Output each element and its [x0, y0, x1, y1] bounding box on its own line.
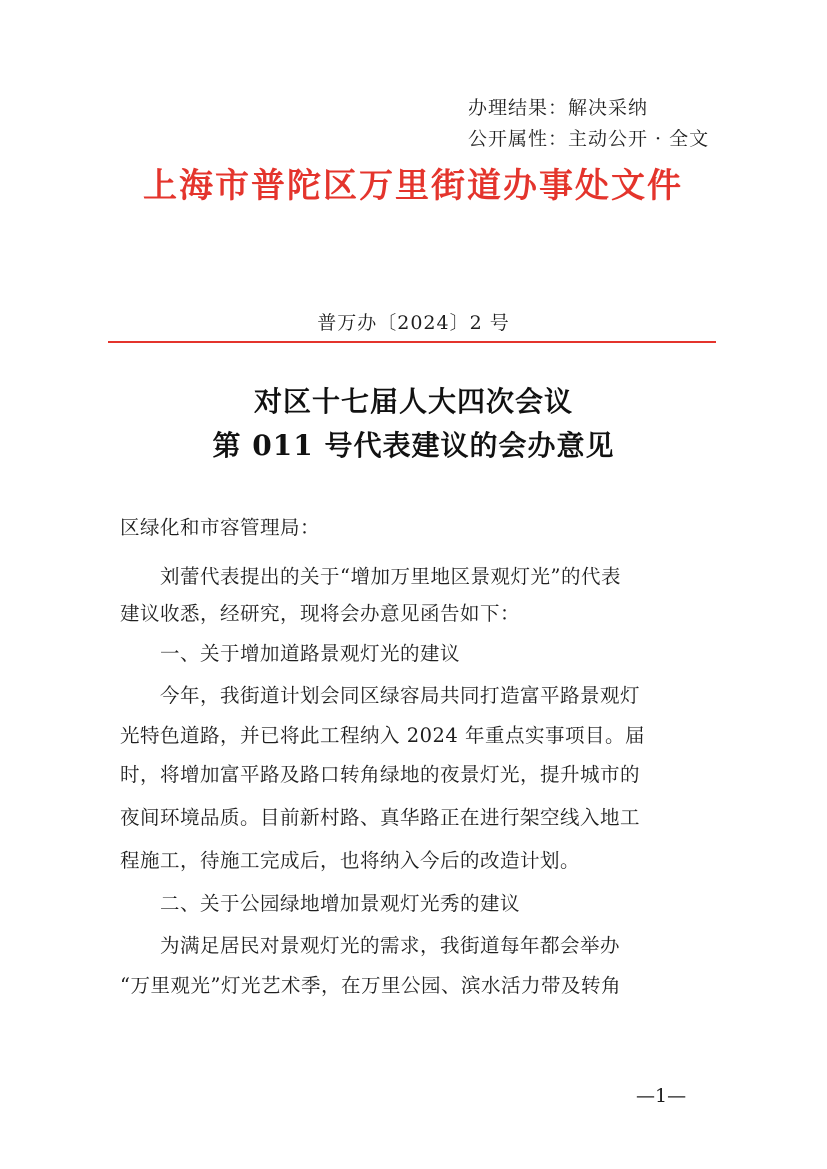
- body-line: 时，将增加富平路及路口转角绿地的夜景灯光，提升城市的: [120, 763, 641, 786]
- body-line: 光特色道路，并已将此工程纳入 2024 年重点实事项目。届: [120, 724, 646, 747]
- body-line-addressee: 区绿化和市容管理局：: [120, 516, 321, 539]
- section-heading-1: 一、关于增加道路景观灯光的建议: [120, 642, 461, 665]
- body-line: “万里观光”灯光艺术季，在万里公园、滨水活力带及转角: [120, 974, 621, 997]
- body-line: 为满足居民对景观灯光的需求，我街道每年都会举办: [120, 934, 621, 957]
- body-line: 建议收悉，经研究，现将会办意见函告如下：: [120, 602, 521, 625]
- document-title-line-1: 对区十七届人大四次会议: [253, 385, 573, 418]
- document-title-line-2: 第 011 号代表建议的会办意见: [212, 429, 615, 462]
- document-number: 普万办〔2024〕2 号: [317, 312, 510, 334]
- red-divider: [108, 341, 716, 343]
- disclosure-attribute: 公开属性：主动公开 · 全文: [468, 128, 710, 150]
- body-line: 今年，我街道计划会同区绿容局共同打造富平路景观灯: [120, 684, 641, 707]
- body-line: 程施工，待施工完成后，也将纳入今后的改造计划。: [120, 849, 581, 872]
- body-line: 夜间环境品质。目前新村路、真华路正在进行架空线入地工: [120, 806, 641, 829]
- section-heading-2: 二、关于公园绿地增加景观灯光秀的建议: [120, 892, 521, 915]
- masthead-title: 上海市普陀区万里街道办事处文件: [143, 166, 683, 206]
- page-number: —1—: [636, 1085, 687, 1107]
- handling-result: 办理结果：解决采纳: [468, 97, 649, 119]
- body-line: 刘蕾代表提出的关于“增加万里地区景观灯光”的代表: [120, 565, 621, 588]
